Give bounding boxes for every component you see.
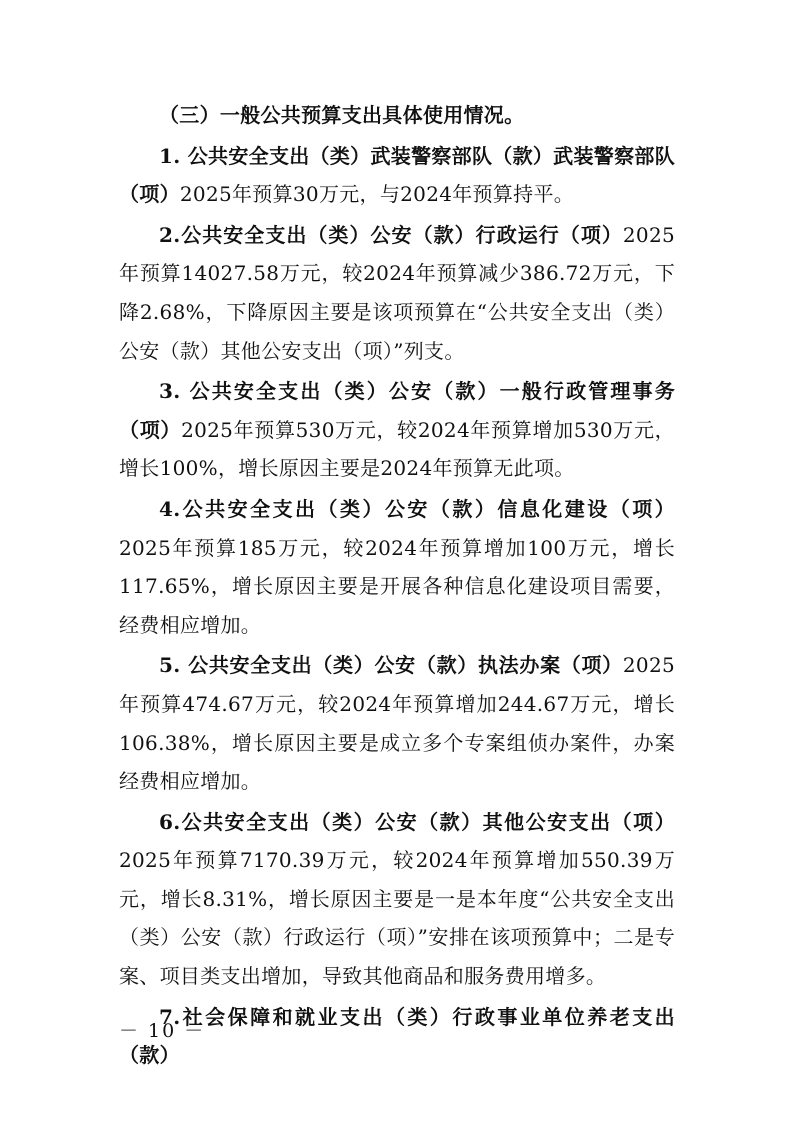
item-2-lead: 2.公共安全支出（类）公安（款）行政运行（项） [159,222,623,247]
item-2 [119,216,675,370]
item-5-lead: 5. 公共安全支出（类）公安（款）执法办案（项） [159,653,623,678]
page-number: － 10 － [119,1020,206,1042]
item-4-body: 2025年预算185万元，较2024年预算增加100万元，增长117.65%，增长原因主要是开展各种信息化建设项目需要，经费相应增加。 [119,535,675,637]
item-6 [119,803,675,996]
item-2-body: 2025年预算14027.58万元，较2024年预算减少386.72万元，下降2.68%，下降原因主要是该项预算在“公共安全支出（类）公安（款）其他公安支出（项）”列支。 [119,222,675,363]
item-5-body: 2025年预算474.67万元，较2024年预算增加244.67万元，增长106.38%，增长原因主要是成立多个专案组侦办案件，办案经费相应增加。 [119,653,675,794]
item-3-lead: 3. 公共安全支出（类）公安（款）一般行政管理事务（项） [119,379,675,442]
document-page [119,96,675,1075]
item-6-lead: 6.公共安全支出（类）公安（款）其他公安支出（项） [159,809,675,834]
item-3-body: 2025年预算530万元，较2024年预算增加530万元，增长100%，增长原因主要是2024年预算无此项。 [119,417,675,481]
item-5 [119,646,675,800]
item-4-lead: 4.公共安全支出（类）公安（款）信息化建设（项） [159,496,675,521]
item-6-body: 2025年预算7170.39万元，较2024年预算增加550.39万元，增长8.31%，增长原因主要是一是本年度“公共安全支出（类）公安（款）行政运行（项）”安排在该项预算中；二是专案、项目类支出增加，导致其他商品和服务费用增多。 [119,848,675,989]
item-4 [119,490,675,644]
item-1-lead: 1. 公共安全支出（类）武装警察部队（款）武装警察部队（项） [119,143,675,207]
item-3 [119,372,675,488]
section-heading: （三）一般公共预算支出具体使用情况。 [159,103,525,127]
item-1-body: 2025年预算30万元，与2024年预算持平。 [179,182,575,207]
item-1 [119,137,675,214]
item-7-lead: 7.社会保障和就业支出（类）行政事业单位养老支出（款） [119,1004,675,1068]
